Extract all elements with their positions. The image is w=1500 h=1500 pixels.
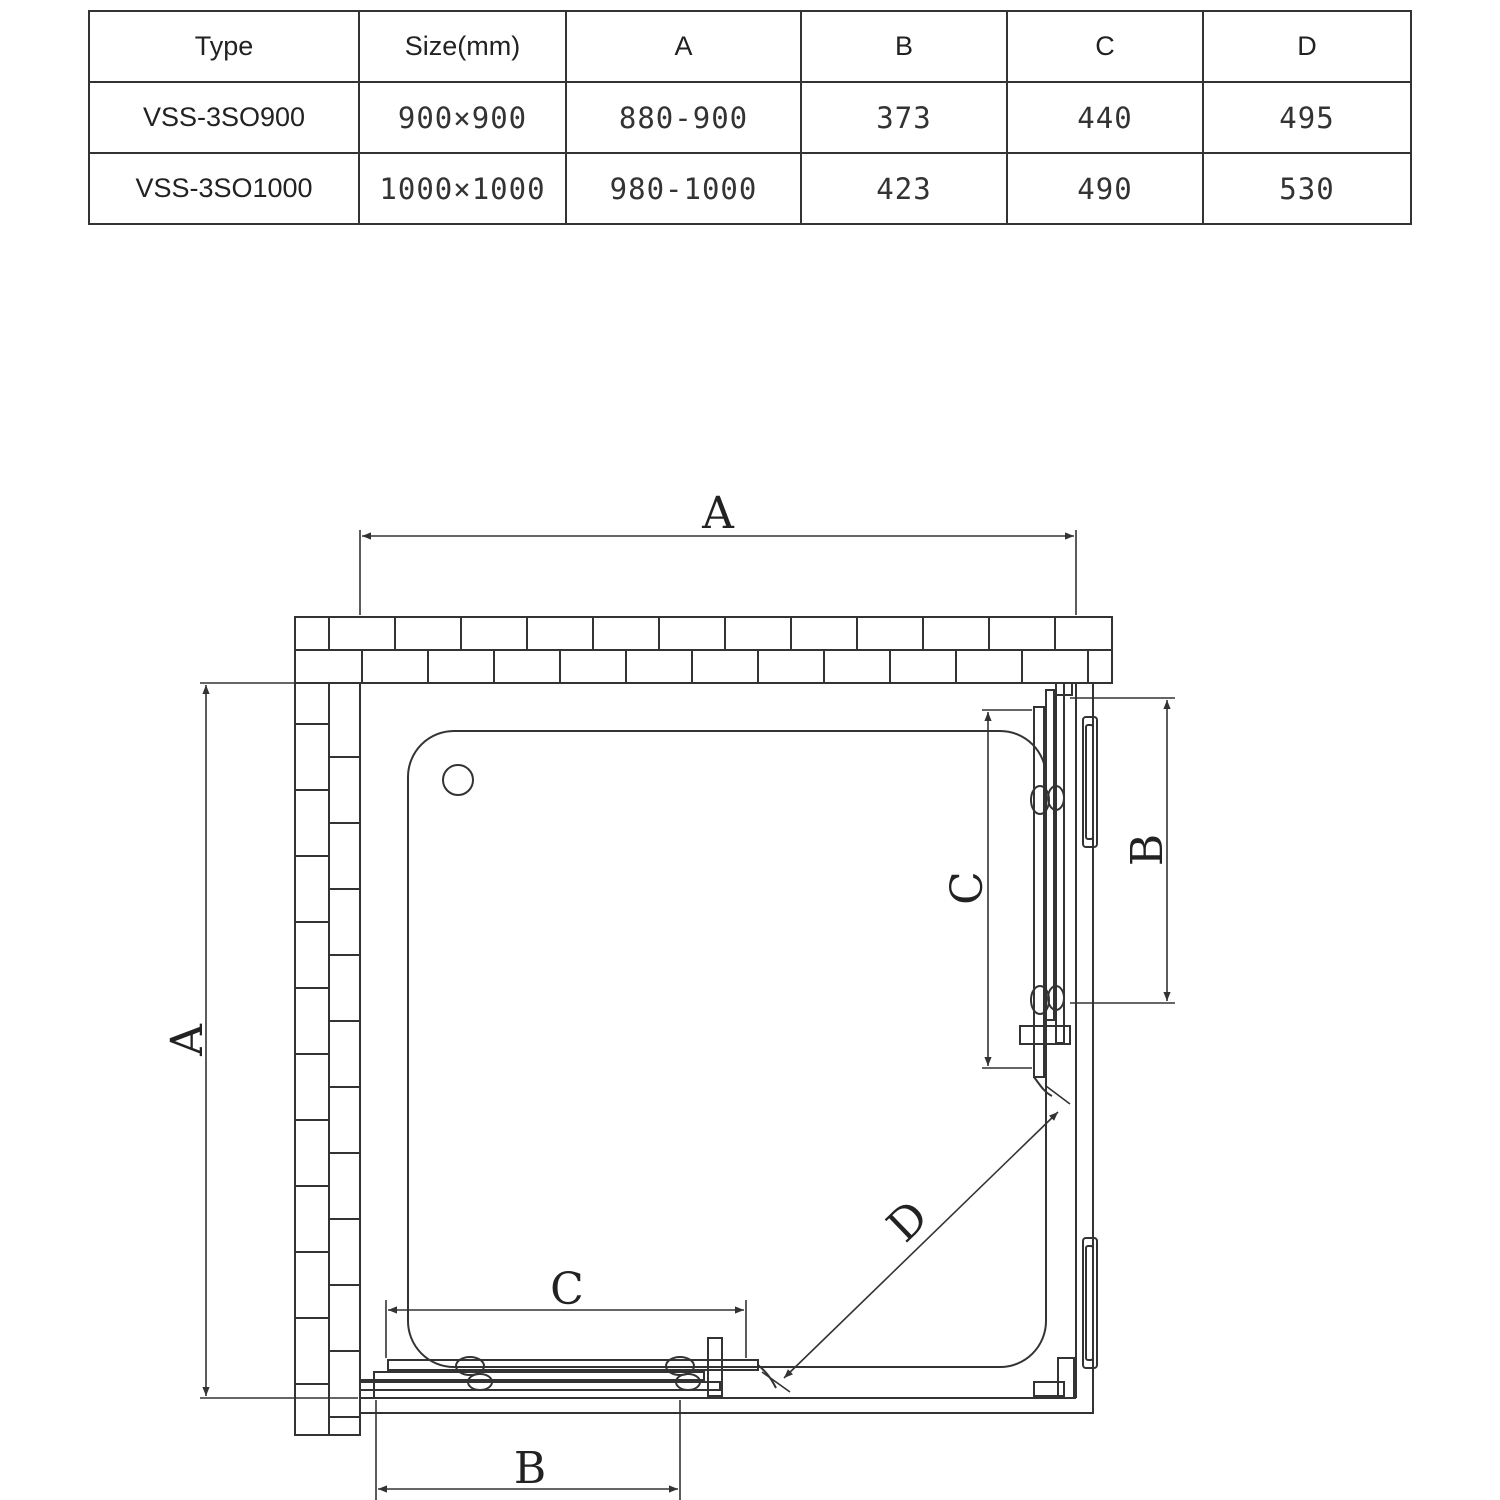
cell-a: 880-900 <box>566 82 801 153</box>
left-wall-outline <box>295 683 360 1435</box>
header-b: B <box>801 11 1007 82</box>
right-handle-lower <box>1083 1238 1097 1368</box>
cell-c: 440 <box>1007 82 1203 153</box>
cell-type: VSS-3SO1000 <box>89 153 359 224</box>
label-bottom-opening: C <box>550 1264 584 1315</box>
cell-size: 900×900 <box>359 82 566 153</box>
header-c: C <box>1007 11 1203 82</box>
cell-d: 530 <box>1203 153 1411 224</box>
cell-a: 980-1000 <box>566 153 801 224</box>
label-right-opening: C <box>942 871 993 905</box>
drain-icon <box>443 765 473 795</box>
cell-b: 373 <box>801 82 1007 153</box>
cell-type: VSS-3SO900 <box>89 82 359 153</box>
header-a: A <box>566 11 801 82</box>
label-diagonal: D <box>877 1190 939 1253</box>
header-type: Type <box>89 11 359 82</box>
corner-fitting <box>1034 1358 1074 1398</box>
top-brick-wall <box>295 617 1112 683</box>
dimension-lines <box>200 530 1175 1500</box>
cell-c: 490 <box>1007 153 1203 224</box>
enclosure-outline <box>360 683 1093 1413</box>
left-brick-wall <box>295 683 360 1435</box>
label-left-depth: A <box>162 1024 213 1056</box>
right-handle <box>1083 717 1097 847</box>
header-size: Size(mm) <box>359 11 566 82</box>
cell-size: 1000×1000 <box>359 153 566 224</box>
header-d: D <box>1203 11 1411 82</box>
label-top-width: A <box>702 488 734 539</box>
cell-b: 423 <box>801 153 1007 224</box>
shower-tray <box>408 731 1046 1367</box>
label-bottom-panel: B <box>513 1443 547 1494</box>
label-right-panel: B <box>1122 833 1173 867</box>
cell-d: 495 <box>1203 82 1411 153</box>
